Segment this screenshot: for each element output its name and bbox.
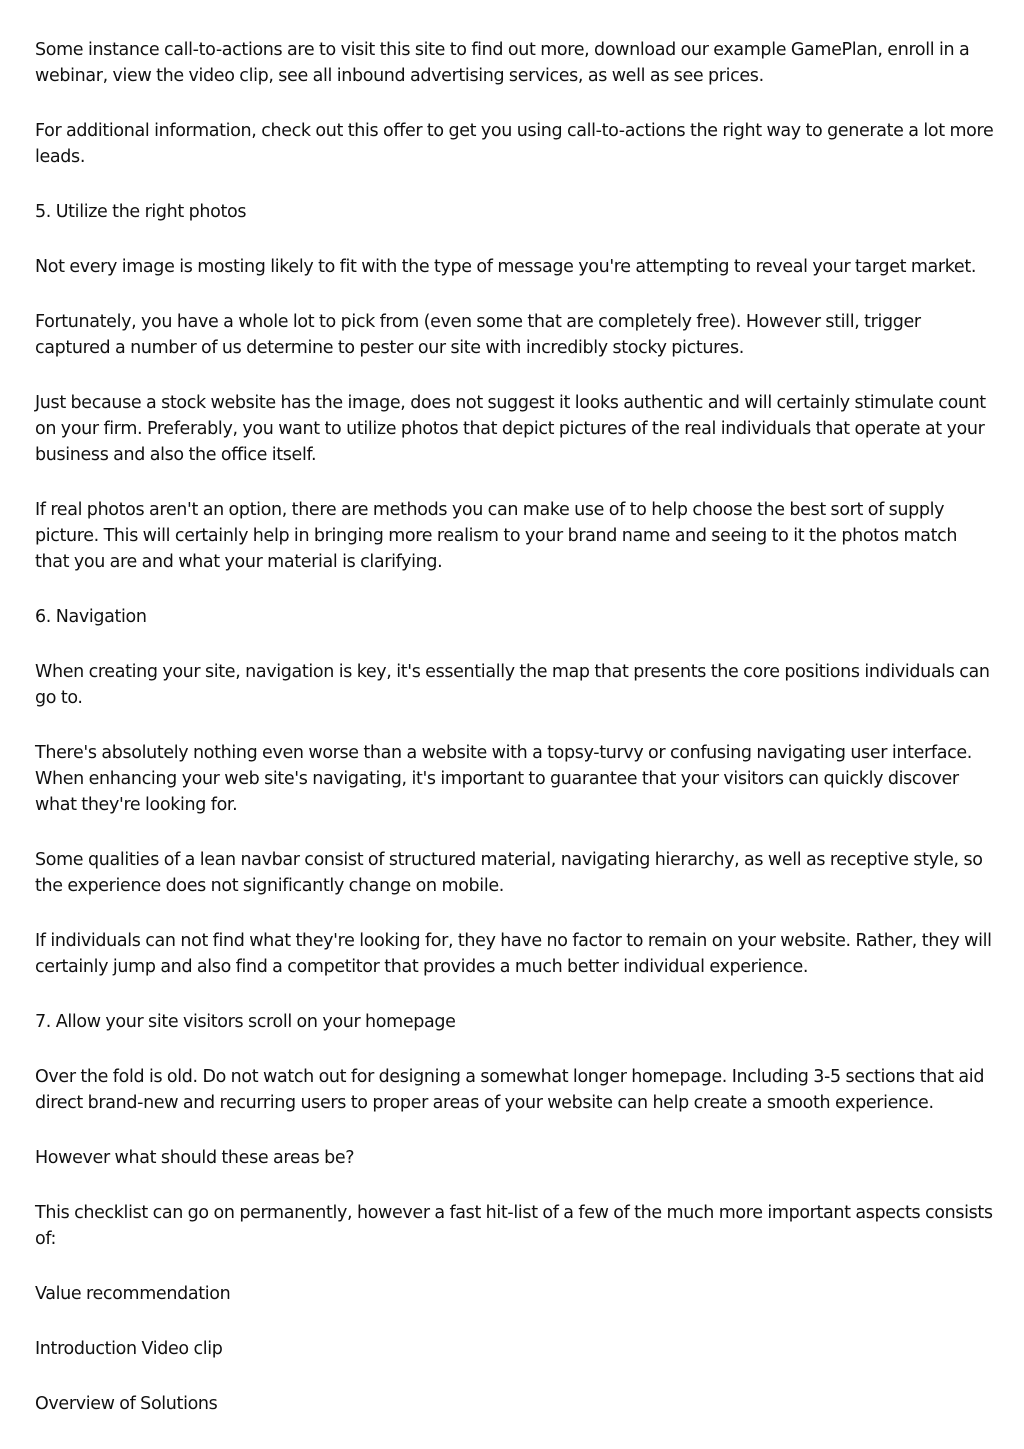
paragraph-checklist-intro: This checklist can go on permanently, however a fast hit-list of a few of the much more important aspects consists of: [35,1203,993,1249]
heading-utilize-photos: 5. Utilize the right photos [35,202,247,222]
paragraph-stock-pictures: Fortunately, you have a whole lot to pick from (even some that are completely free). However still, trigger captured a number of us determine to pester our site with incredibly stocky pictures. [35,312,921,358]
paragraph-confusing-navigation: There's absolutely nothing even worse than a website with a topsy-turvy or confusing navigating user interface. When enhancing your web site's navigating, it's important to guarantee that your visitors can quickly discover what they're looking for. [35,743,972,815]
paragraph-authentic-photos: Just because a stock website has the image, does not suggest it looks authentic and will certainly stimulate count on your firm. Preferably, you want to utilize photos that depict pictures of the real individuals that operate at your business and also the office itself. [35,393,986,465]
list-item-value-recommendation: Value recommendation [35,1284,231,1304]
paragraph-real-photos-option: If real photos aren't an option, there are methods you can make use of to help choose the best sort of supply picture. This will certainly help in bringing more realism to your brand name and seeing to it the photos match that you are and what your material is clarifying. [35,500,958,572]
paragraph-image-fit: Not every image is mosting likely to fit with the type of message you're attempting to reveal your target market. [35,257,977,277]
heading-homepage-scroll: 7. Allow your site visitors scroll on your homepage [35,1012,456,1032]
paragraph-competitor: If individuals can not find what they're looking for, they have no factor to remain on your website. Rather, they will certainly jump and also find a competitor that provides a much better individual experience. [35,931,992,977]
document-body [35,37,995,1446]
list-item-overview-solutions: Overview of Solutions [35,1394,218,1414]
paragraph-cta-examples: Some instance call-to-actions are to visit this site to find out more, download our example GamePlan, enroll in a webinar, view the video clip, see all inbound advertising services, as well as see prices. [35,40,970,86]
paragraph-above-fold: Over the fold is old. Do not watch out for designing a somewhat longer homepage. Including 3-5 sections that aid direct brand-new and recurring users to proper areas of your website can help create a smooth experience. [35,1067,985,1113]
paragraph-navigation-key: When creating your site, navigation is key, it's essentially the map that presents the core positions individuals can go to. [35,662,990,708]
paragraph-question-areas: However what should these areas be? [35,1148,355,1168]
list-item-introduction-video: Introduction Video clip [35,1339,223,1359]
paragraph-lean-navbar: Some qualities of a lean navbar consist of structured material, navigating hierarchy, as well as receptive style, so the experience does not significantly change on mobile. [35,850,983,896]
paragraph-cta-offer: For additional information, check out this offer to get you using call-to-actions the right way to generate a lot more leads. [35,121,994,167]
heading-navigation: 6. Navigation [35,607,147,627]
